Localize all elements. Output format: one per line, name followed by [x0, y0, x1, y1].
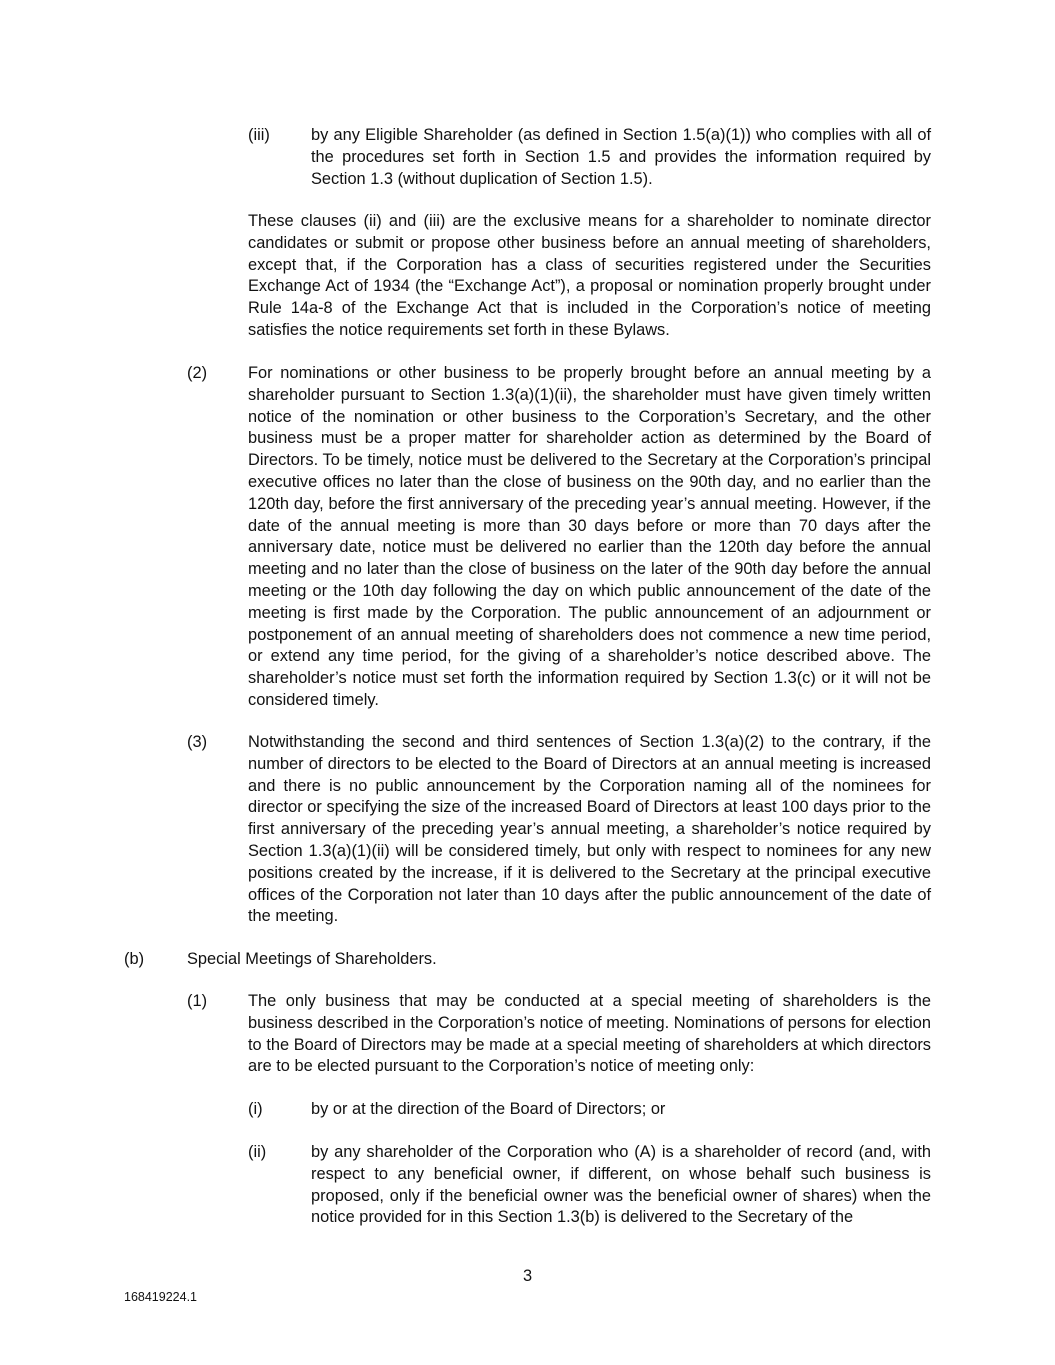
item-b1-label: (1) — [187, 992, 208, 1010]
item-3-text: Notwithstanding the second and third sentences of Section 1.3(a)(2) to the contrary, if the number of directors to be elected to the Board of Directors at an annual meeting is increased and there is no public announcement by the Corporation naming all of the nominees for director or specifying the size of the increased Board of Directors at least 100 days prior to the first anniversary of the preceding year’s annual meeting, a shareholder’s notice required by Section 1.3(a)(1)(ii) will be considered timely, but only with respect to nominees for any new positions created by the increase, if it is delivered to the Secretary at the principal executive offices of the Corporation not later than 10 days after the public announcement of the date of the meeting. — [248, 733, 931, 926]
item-2-text: For nominations or other business to be properly brought before an annual meeting by a shareholder pursuant to Section 1.3(a)(1)(ii), the shareholder must have given timely written notice of the nomination or other business to the Corporation’s Secretary, and the other business must be a proper matter for shareholder action as determined by the Board of Directors. To be timely, notice must be delivered to the Secretary at the Corporation’s principal executive offices no later than the close of business on the 90th day, and no earlier than the 120th day, before the first anniversary of the preceding year’s annual meeting. However, if the date of the annual meeting is more than 30 days before or more than 70 days after the anniversary date, notice must be delivered no earlier than the 120th day before the annual meeting and no later than the close of business on the later of the 90th day before the annual meeting or the 10th day following the day on which public announcement of the date of the meeting is first made by the Corporation. The public announcement of an adjournment or postponement of an annual meeting of shareholders does not commence a new time period, or extend any time period, for the giving of a shareholder’s notice described above. The shareholder’s notice must set forth the information required by Section 1.3(c) or it will not be considered timely. — [248, 364, 931, 709]
section-b-heading: Special Meetings of Shareholders. — [187, 950, 437, 968]
clauses-paragraph: These clauses (ii) and (iii) are the exclusive means for a shareholder to nominate director candidates or submit or propose other business before an annual meeting of shareholders, except that, if the Corporation has a class of securities registered under the Securities Exchange Act of 1934 (the “Exchange Act”), a proposal or nomination properly brought under Rule 14a-8 of the Exchange Act that is included in the Corporation’s notice of meeting satisfies the notice requirements set forth in these Bylaws. — [248, 212, 931, 339]
item-b1-i-label: (i) — [248, 1100, 263, 1118]
item-3-label: (3) — [187, 733, 208, 751]
item-iii-label: (iii) — [248, 126, 270, 144]
item-2-label: (2) — [187, 364, 208, 382]
page-number: 3 — [522, 1267, 533, 1285]
item-b1-i-text: by or at the direction of the Board of Directors; or — [311, 1100, 666, 1118]
section-b-label: (b) — [124, 950, 145, 968]
item-iii-text: by any Eligible Shareholder (as defined in Section 1.5(a)(1)) who complies with all of the procedures set forth in Section 1.5 and provides the information required by Section 1.3 (without duplication of Section 1.5). — [311, 126, 931, 188]
document-id: 168419224.1 — [124, 1290, 197, 1304]
item-b1-ii-text: by any shareholder of the Corporation who (A) is a shareholder of record (and, with respect to any beneficial owner, if different, on whose behalf such business is proposed, only if the beneficial owner was the beneficial owner of shares) when the notice provided for in this Section 1.3(b) is delivered to the Secretary of the — [311, 1143, 931, 1227]
item-b1-text: The only business that may be conducted at a special meeting of shareholders is the business described in the Corporation’s notice of meeting. Nominations of persons for election to the Board of Directors may be made at a special meeting of shareholders at which directors are to be elected pursuant to the Corporation’s notice of meeting only: — [248, 992, 931, 1076]
item-b1-ii-label: (ii) — [248, 1143, 267, 1161]
